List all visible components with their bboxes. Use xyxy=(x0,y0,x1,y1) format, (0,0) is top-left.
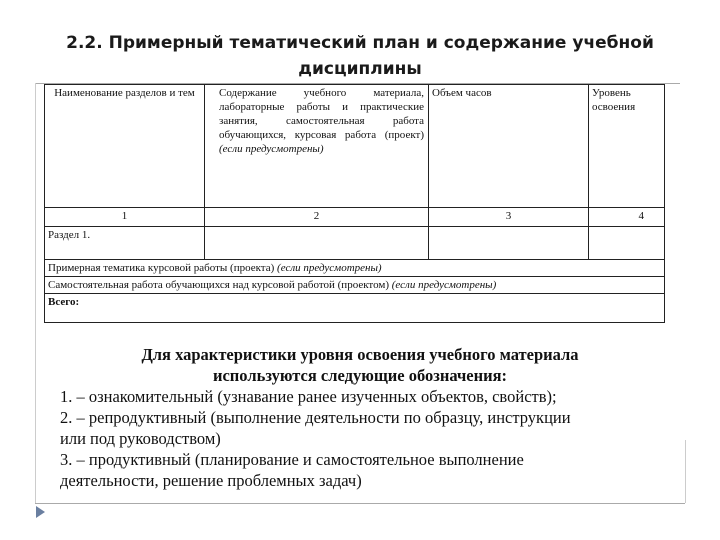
legend-item-3-line-2: деятельности, решение проблемных задач) xyxy=(60,471,362,490)
frame-bottom-rule xyxy=(35,503,685,504)
section-label: Раздел 1. xyxy=(45,227,205,260)
empty-cell xyxy=(429,227,589,260)
page-title xyxy=(40,30,680,82)
legend-item-3-line-1: 3. – продуктивный (планирование и самостоятельное выполнение xyxy=(60,450,524,469)
frame-left-rule xyxy=(35,83,36,503)
column-number-row xyxy=(45,208,665,227)
coursework-topics-cell: Примерная тематика курсовой работы (проекта) (если предусмотрены) xyxy=(45,260,665,277)
table-row-independent-work xyxy=(45,277,665,294)
table-row-total xyxy=(45,294,665,323)
empty-cell xyxy=(589,227,665,260)
header-content-note: (если предусмотрены) xyxy=(219,143,324,155)
table-header-row xyxy=(45,85,665,208)
level-legend xyxy=(60,344,660,491)
header-name: Наименование разделов и тем xyxy=(45,85,205,208)
empty-cell xyxy=(205,227,429,260)
total-label: Всего: xyxy=(45,294,665,323)
column-number: 4 xyxy=(589,208,665,227)
column-number: 3 xyxy=(429,208,589,227)
header-level: Уровень освоения xyxy=(589,85,665,208)
column-number: 2 xyxy=(205,208,429,227)
header-content: Содержание учебного материала, лабораторные работы и практические занятия, самостоятельная работа обучающихся, курсовая работа (проект) (если предусмотрены) xyxy=(205,85,429,208)
legend-item-1: 1. – ознакомительный (узнавание ранее изученных объектов, свойств); xyxy=(60,387,557,406)
legend-heading-line-1: Для характеристики уровня освоения учебного материала xyxy=(141,345,579,364)
frame-right-rule xyxy=(685,440,686,503)
legend-heading-line-2: используются следующие обозначения: xyxy=(212,366,508,385)
title-line-2: дисциплины xyxy=(298,59,422,79)
title-line-1: 2.2. Примерный тематический план и содержание учебной xyxy=(66,33,654,53)
table-row-section xyxy=(45,227,665,260)
thematic-plan-table xyxy=(44,84,665,323)
slide-bullet-icon xyxy=(36,506,45,518)
legend-item-2-line-2: или под руководством) xyxy=(60,429,221,448)
column-number: 1 xyxy=(45,208,205,227)
independent-work-cell: Самостоятельная работа обучающихся над курсовой работой (проектом) (если предусмотрены) xyxy=(45,277,665,294)
header-hours: Объем часов xyxy=(429,85,589,208)
table-row-coursework-topics xyxy=(45,260,665,277)
legend-item-2-line-1: 2. – репродуктивный (выполнение деятельности по образцу, инструкции xyxy=(60,408,571,427)
